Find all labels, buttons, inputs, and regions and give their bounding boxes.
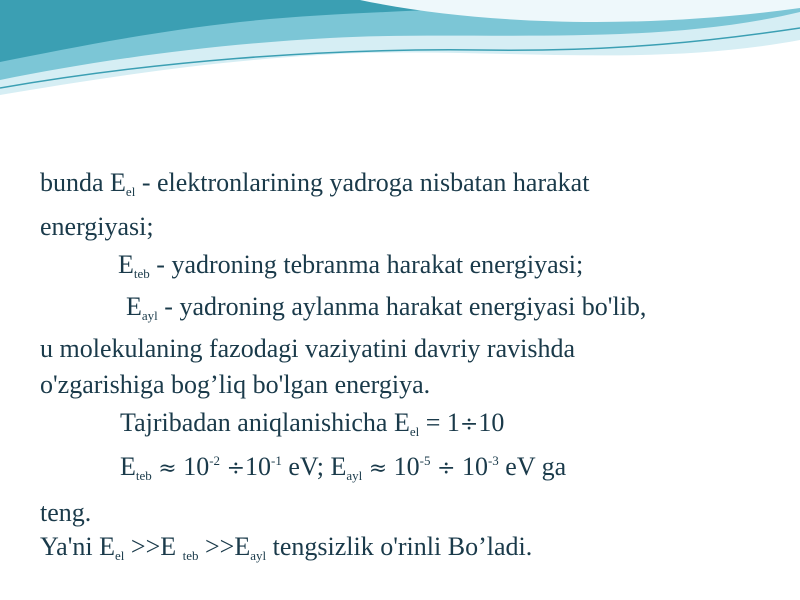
text-line-5 — [40, 336, 575, 362]
text-run: = 1 — [419, 408, 460, 437]
subscript: ayl — [346, 468, 363, 483]
subscript: el — [115, 548, 125, 563]
subscript: el — [409, 424, 420, 439]
subscript: ayl — [250, 548, 267, 563]
subscript: teb — [135, 468, 152, 483]
text-run: Tajribadan aniqlanishicha E — [120, 408, 410, 437]
text-line-3 — [118, 250, 584, 281]
text-run: bunda E — [40, 168, 126, 197]
math-symbol: ÷ — [437, 456, 456, 481]
text-run: - yadroning tebranma harakat energiyasi; — [149, 250, 584, 279]
text-run: eV; E — [281, 452, 347, 481]
superscript: -3 — [487, 453, 499, 468]
text-run: eV ga — [498, 452, 567, 481]
math-symbol: ≈ — [368, 456, 388, 481]
math-symbol: ≈ — [158, 456, 177, 481]
text-run: energiyasi; — [40, 212, 154, 241]
text-line-6 — [40, 372, 430, 398]
text-run: 10 — [387, 452, 420, 481]
subscript: teb — [182, 548, 199, 563]
text-line-1 — [40, 168, 590, 199]
text-run: 10 — [245, 452, 271, 481]
text-line-4 — [126, 292, 647, 323]
subscript: teb — [133, 266, 150, 281]
superscript: -2 — [209, 453, 221, 468]
text-run: u molekulaning fazodagi vaziyatini davriy ravishda — [40, 334, 575, 363]
text-line-9 — [40, 500, 91, 526]
text-run: 10 — [478, 408, 505, 437]
header-wave-decoration — [0, 0, 800, 110]
text-run: tengsizlik o'rinli Bo’ladi. — [266, 532, 533, 561]
text-run: - yadroning aylanma harakat energiyasi bo'lib, — [157, 292, 647, 321]
text-run: >>E — [124, 532, 183, 561]
text-line-2 — [40, 214, 154, 240]
subscript: el — [125, 184, 136, 199]
text-run: o'zgarishiga bog’liq bo'lgan energiya. — [40, 370, 431, 399]
text-line-8 — [120, 452, 567, 483]
math-symbol: ÷ — [459, 412, 479, 437]
subscript: ayl — [141, 308, 158, 323]
text-run: 10 — [455, 452, 488, 481]
math-symbol: ÷ — [226, 456, 245, 481]
text-run: - elektronlarining yadroga nisbatan harakat — [135, 168, 590, 197]
text-run: >>E — [198, 532, 251, 561]
text-run: E — [120, 452, 136, 481]
text-run: 10 — [176, 452, 210, 481]
text-run: Ya'ni E — [40, 532, 116, 561]
text-line-7 — [120, 408, 505, 439]
text-run: E — [118, 250, 134, 279]
text-line-10 — [40, 532, 533, 563]
superscript: -1 — [271, 453, 282, 468]
text-run: E — [126, 292, 142, 321]
text-run: teng. — [40, 498, 92, 527]
superscript: -5 — [419, 453, 431, 468]
